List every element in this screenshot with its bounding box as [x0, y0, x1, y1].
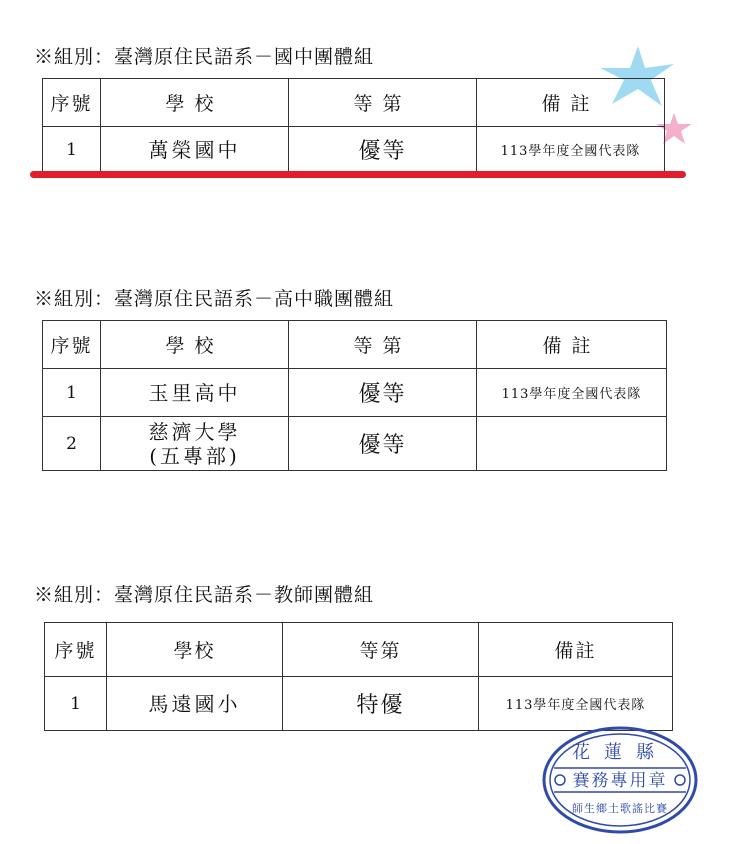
header-number: 序號	[43, 321, 101, 369]
header-number: 序號	[43, 79, 101, 127]
row-note: 113學年度全國代表隊	[477, 127, 665, 173]
results-table-junior-high	[42, 78, 665, 173]
row-award: 優等	[289, 127, 477, 173]
row-award: 特優	[283, 677, 479, 731]
section-title-teacher: ※組別：臺灣原住民語系－教師團體組	[34, 584, 375, 606]
red-highlight-underline	[30, 171, 686, 178]
row-note: 113學年度全國代表隊	[479, 677, 673, 731]
table-row	[43, 417, 667, 471]
flower-icon	[675, 775, 685, 785]
row-award: 優等	[289, 369, 477, 417]
results-table-senior-high	[42, 320, 667, 471]
row-number: 2	[43, 417, 101, 471]
results-table-teacher	[44, 622, 673, 731]
row-number: 1	[43, 127, 101, 173]
row-award: 優等	[289, 417, 477, 471]
header-school: 學校	[101, 79, 289, 127]
row-school: 玉里高中	[101, 369, 289, 417]
section-title-junior-high: ※組別：臺灣原住民語系－國中團體組	[34, 46, 375, 68]
row-school-line1: 慈濟大學	[148, 419, 241, 444]
row-school: 萬榮國中	[101, 127, 289, 173]
header-award: 等第	[283, 623, 479, 677]
flower-icon	[555, 775, 565, 785]
row-number: 1	[43, 369, 101, 417]
header-number: 序號	[45, 623, 107, 677]
header-note: 備註	[477, 79, 665, 127]
table-row	[43, 369, 667, 417]
header-school: 學校	[107, 623, 283, 677]
row-school	[101, 417, 289, 471]
row-note	[477, 417, 667, 471]
seal-bottom-text: 師生鄉土歌謠比賽	[572, 802, 668, 815]
row-school: 馬遠國小	[107, 677, 283, 731]
section-title-senior-high: ※組別：臺灣原住民語系－高中職團體組	[34, 288, 395, 310]
table-row	[43, 127, 665, 173]
row-number: 1	[45, 677, 107, 731]
row-school-line2: (五專部)	[149, 443, 240, 468]
header-award: 等第	[289, 321, 477, 369]
row-note: 113學年度全國代表隊	[477, 369, 667, 417]
header-note: 備註	[479, 623, 673, 677]
header-note: 備註	[477, 321, 667, 369]
header-school: 學校	[101, 321, 289, 369]
seal-top-text: 花蓮縣	[572, 742, 668, 763]
seal-center-text: 賽務專用章	[572, 771, 668, 791]
official-seal	[540, 722, 700, 834]
header-award: 等第	[289, 79, 477, 127]
